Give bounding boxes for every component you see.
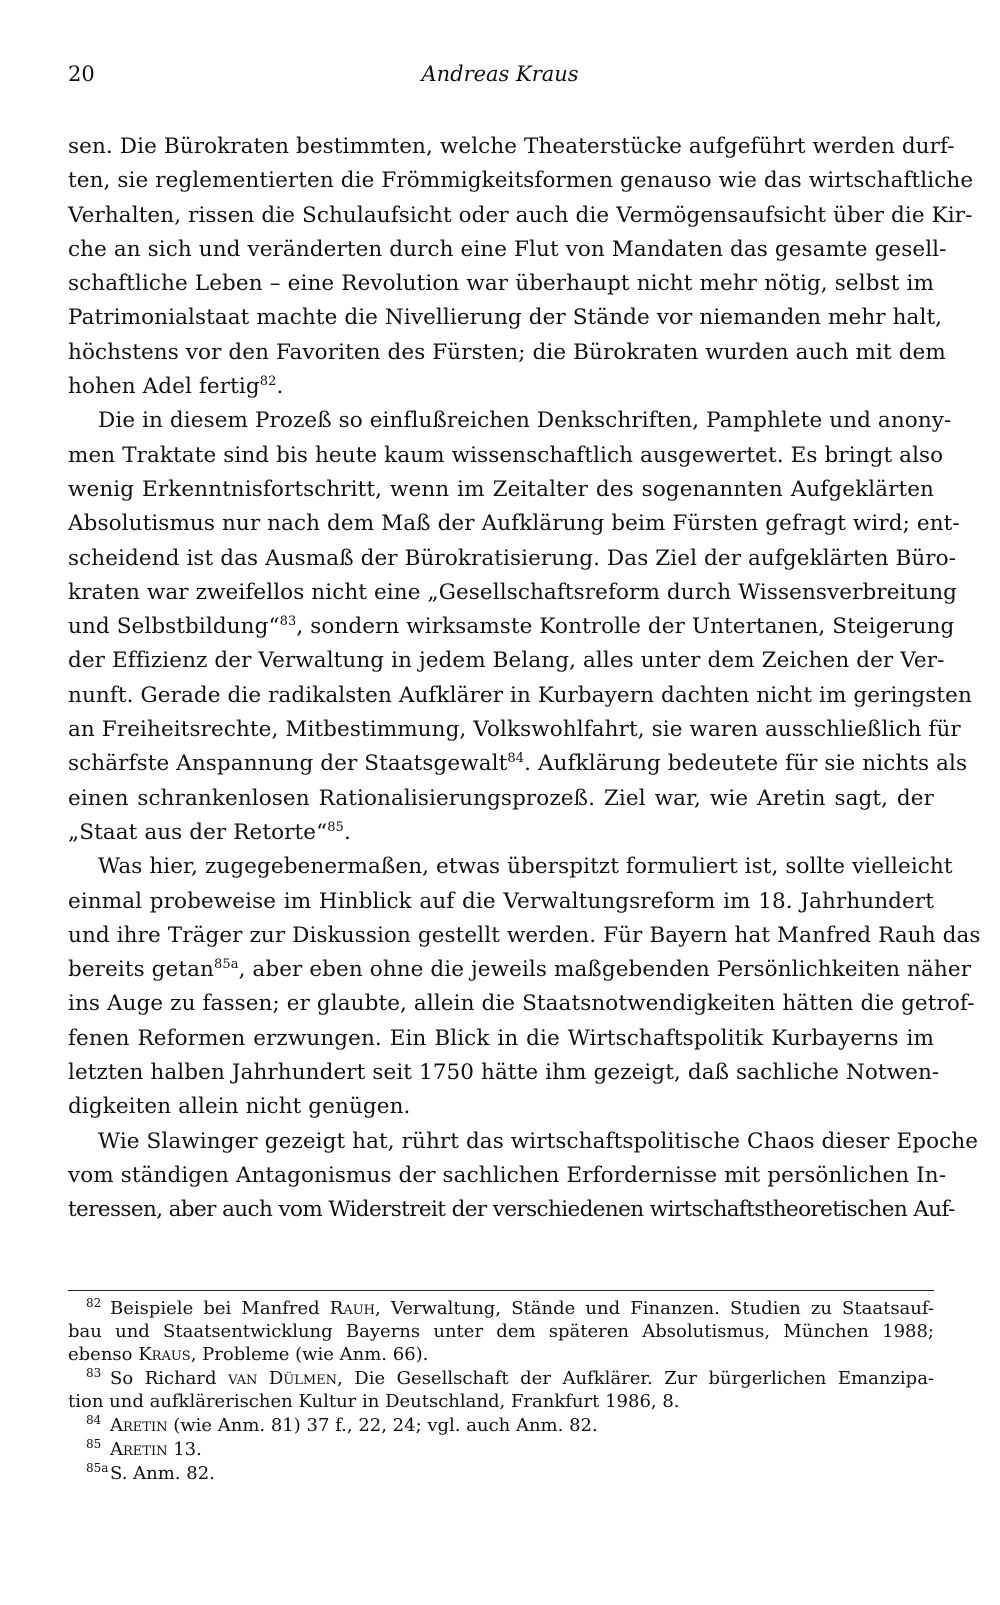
paragraph-3 <box>68 850 981 1124</box>
text-line: scheidend ist das Ausmaß der Bürokratisierung. Das Ziel der aufgeklärten Büro- <box>68 545 957 571</box>
text-segment: , aber eben ohne die jeweils maßgebenden Persönlichkeiten näher <box>238 957 972 983</box>
text-segment: So Richard <box>110 1368 229 1389</box>
text-line: ins Auge zu fassen; er glaubte, allein die Staatsnotwendigkeiten hätten die getrof- <box>68 991 975 1017</box>
text-line: und ihre Träger zur Diskussion gestellt werden. Für Bayern hat Manfred Rauh das <box>68 922 981 948</box>
text-line <box>68 953 972 987</box>
text-line: che an sich und veränderten durch eine Flut von Mandaten das gesamte gesell- <box>68 236 947 262</box>
footnote-82 <box>68 1297 934 1366</box>
text-line: Die in diesem Prozeß so einflußreichen Denkschriften, Pamphlete und anony- <box>98 408 952 434</box>
text-line <box>68 1297 934 1320</box>
footnote-83 <box>68 1367 934 1413</box>
footnote-number-text: 84 <box>86 1413 102 1427</box>
footnote-ref: 83 <box>279 614 297 629</box>
text-segment: hohen Adel fertig <box>68 374 260 400</box>
text-line: sen. Die Bürokraten bestimmten, welche Theaterstücke aufgeführt werden durf- <box>68 134 955 159</box>
page-header <box>0 62 1000 92</box>
footnote-number-text: 83 <box>86 1366 102 1380</box>
text-line: einmal probeweise im Hinblick auf die Verwaltungsreform im 18. Jahrhundert <box>68 888 934 914</box>
footnote-number <box>68 1438 110 1461</box>
footnote-85 <box>68 1438 934 1461</box>
text-line <box>68 1438 934 1461</box>
text-line: letzten halben Jahrhundert seit 1750 hätte ihm gezeigt, daß sachliche Notwen- <box>68 1060 940 1086</box>
author-name: Aretin <box>110 1439 168 1460</box>
text-line: Was hier, zugegebenermaßen, etwas überspitzt formuliert ist, sollte vielleicht <box>98 854 953 880</box>
footnote-divider <box>68 1290 934 1291</box>
text-line: Patrimonialstaat machte die Nivellierung der Stände vor niemanden mehr halt, <box>68 305 943 331</box>
text-line: der Effizienz der Verwaltung in jedem Belang, alles unter dem Zeichen der Ver- <box>68 648 945 674</box>
text-line: wenig Erkenntnisfortschritt, wenn im Zeitalter des sogenannten Aufgeklärten <box>68 476 934 502</box>
paragraph-4 <box>68 1125 979 1228</box>
paragraph-2 <box>68 404 972 850</box>
text-line: Absolutismus nur nach dem Maß der Aufklärung beim Fürsten gefragt wird; ent- <box>68 511 960 537</box>
footnote-number-text: 85a <box>86 1461 109 1475</box>
text-segment: bereits getan <box>68 957 214 983</box>
text-segment: , sondern wirksamste Kontrolle der Untertanen, Steigerung <box>296 614 955 640</box>
text-segment: ebenso <box>68 1344 139 1365</box>
footnote-number-text: 82 <box>86 1296 102 1310</box>
author-name: van Dülmen <box>228 1368 338 1389</box>
text-line <box>68 1343 934 1366</box>
text-segment: . <box>343 819 351 845</box>
text-segment: und Selbstbildung“ <box>68 614 280 640</box>
text-line <box>68 1462 934 1485</box>
text-line: bau und Staatsentwicklung Bayerns unter dem späteren Absolutismus, München 1988; <box>68 1321 934 1342</box>
text-line <box>68 816 934 850</box>
text-line: höchstens vor den Favoriten des Fürsten; die Bürokraten wurden auch mit dem <box>68 339 946 365</box>
text-line: men Traktate sind bis heute kaum wissenschaftlich ausgewertet. Es bringt also <box>68 442 944 468</box>
text-line: ten, sie reglementierten die Frömmigkeitsformen genauso wie das wirtschaftliche <box>68 168 974 194</box>
text-segment: , Probleme (wie Anm. 66). <box>190 1344 429 1365</box>
footnote-ref: 85 <box>327 819 344 835</box>
text-line: einen schrankenlosen Rationalisierungsprozeß. Ziel war, wie Aretin sagt, der <box>68 785 934 811</box>
text-segment: (wie Anm. 81) 37 f., 22, 24; vgl. auch Anm. 82. <box>167 1415 598 1436</box>
author-name: Rauh <box>329 1298 376 1319</box>
text-line: vom ständigen Antagonismus der sachlichen Erfordernisse mit persönlichen In- <box>68 1162 947 1188</box>
text-segment: S. Anm. 82. <box>110 1463 215 1484</box>
text-segment: schärfste Anspannung der Staatsgewalt <box>68 751 508 777</box>
text-segment: . <box>276 374 284 400</box>
text-line: nunft. Gerade die radikalsten Aufklärer in Kurbayern dachten nicht im geringsten <box>68 682 972 708</box>
text-line: digkeiten allein nicht genügen. <box>68 1094 411 1120</box>
author-name: Aretin <box>110 1415 168 1436</box>
text-line <box>68 610 955 644</box>
footnotes <box>68 1297 934 1486</box>
text-segment: 13. <box>167 1439 202 1460</box>
text-line <box>68 370 934 404</box>
text-segment: „Staat aus der Retorte“ <box>68 819 328 845</box>
text-line: kraten war zweifellos nicht eine „Gesellschaftsreform durch Wissensverbreitung <box>68 579 958 605</box>
text-line: Wie Slawinger gezeigt hat, rührt das wirtschaftspolitische Chaos dieser Epoche <box>98 1128 979 1154</box>
running-head: Andreas Kraus <box>421 62 579 86</box>
footnote-ref: 85a <box>213 956 239 972</box>
body-text <box>68 130 981 1228</box>
text-segment: Beispiele bei Manfred <box>110 1298 330 1319</box>
footnote-number <box>68 1414 110 1437</box>
author-name: Kraus <box>138 1344 191 1365</box>
text-line <box>68 747 968 781</box>
text-line: an Freiheitsrechte, Mitbestimmung, Volkswohlfahrt, sie waren ausschließlich für <box>68 717 961 743</box>
footnote-85a <box>68 1462 934 1485</box>
text-segment: . Aufklärung bedeutete für sie nichts als <box>524 751 968 777</box>
footnote-number-text: 85 <box>86 1437 102 1451</box>
text-line <box>68 1367 934 1390</box>
footnote-84 <box>68 1414 934 1437</box>
text-line: schaftliche Leben – eine Revolution war überhaupt nicht mehr nötig, selbst im <box>68 271 934 297</box>
page-number: 20 <box>68 62 95 86</box>
paragraph-1 <box>68 130 974 404</box>
footnote-number <box>68 1367 110 1390</box>
footnote-number <box>68 1462 110 1485</box>
footnote-number <box>68 1297 110 1320</box>
text-line: tion und aufklärerischen Kultur in Deutschland, Frankfurt 1986, 8. <box>68 1391 680 1412</box>
text-line <box>68 1414 934 1437</box>
text-line: fenen Reformen erzwungen. Ein Blick in die Wirtschaftspolitik Kurbayerns im <box>68 1025 934 1051</box>
footnote-ref: 82 <box>259 373 277 389</box>
text-line: Verhalten, rissen die Schulaufsicht oder auch die Vermögensaufsicht über die Kir- <box>68 202 973 228</box>
text-segment: , Die Gesellschaft der Aufklärer. Zur bürgerlichen Emanzipa- <box>337 1368 935 1389</box>
text-segment: , Verwaltung, Stände und Finanzen. Studien zu Staatsauf- <box>375 1298 934 1319</box>
footnote-ref: 84 <box>507 751 525 767</box>
text-line: teressen, aber auch vom Widerstreit der verschiedenen wirtschaftstheoretischen Auf- <box>68 1197 955 1223</box>
